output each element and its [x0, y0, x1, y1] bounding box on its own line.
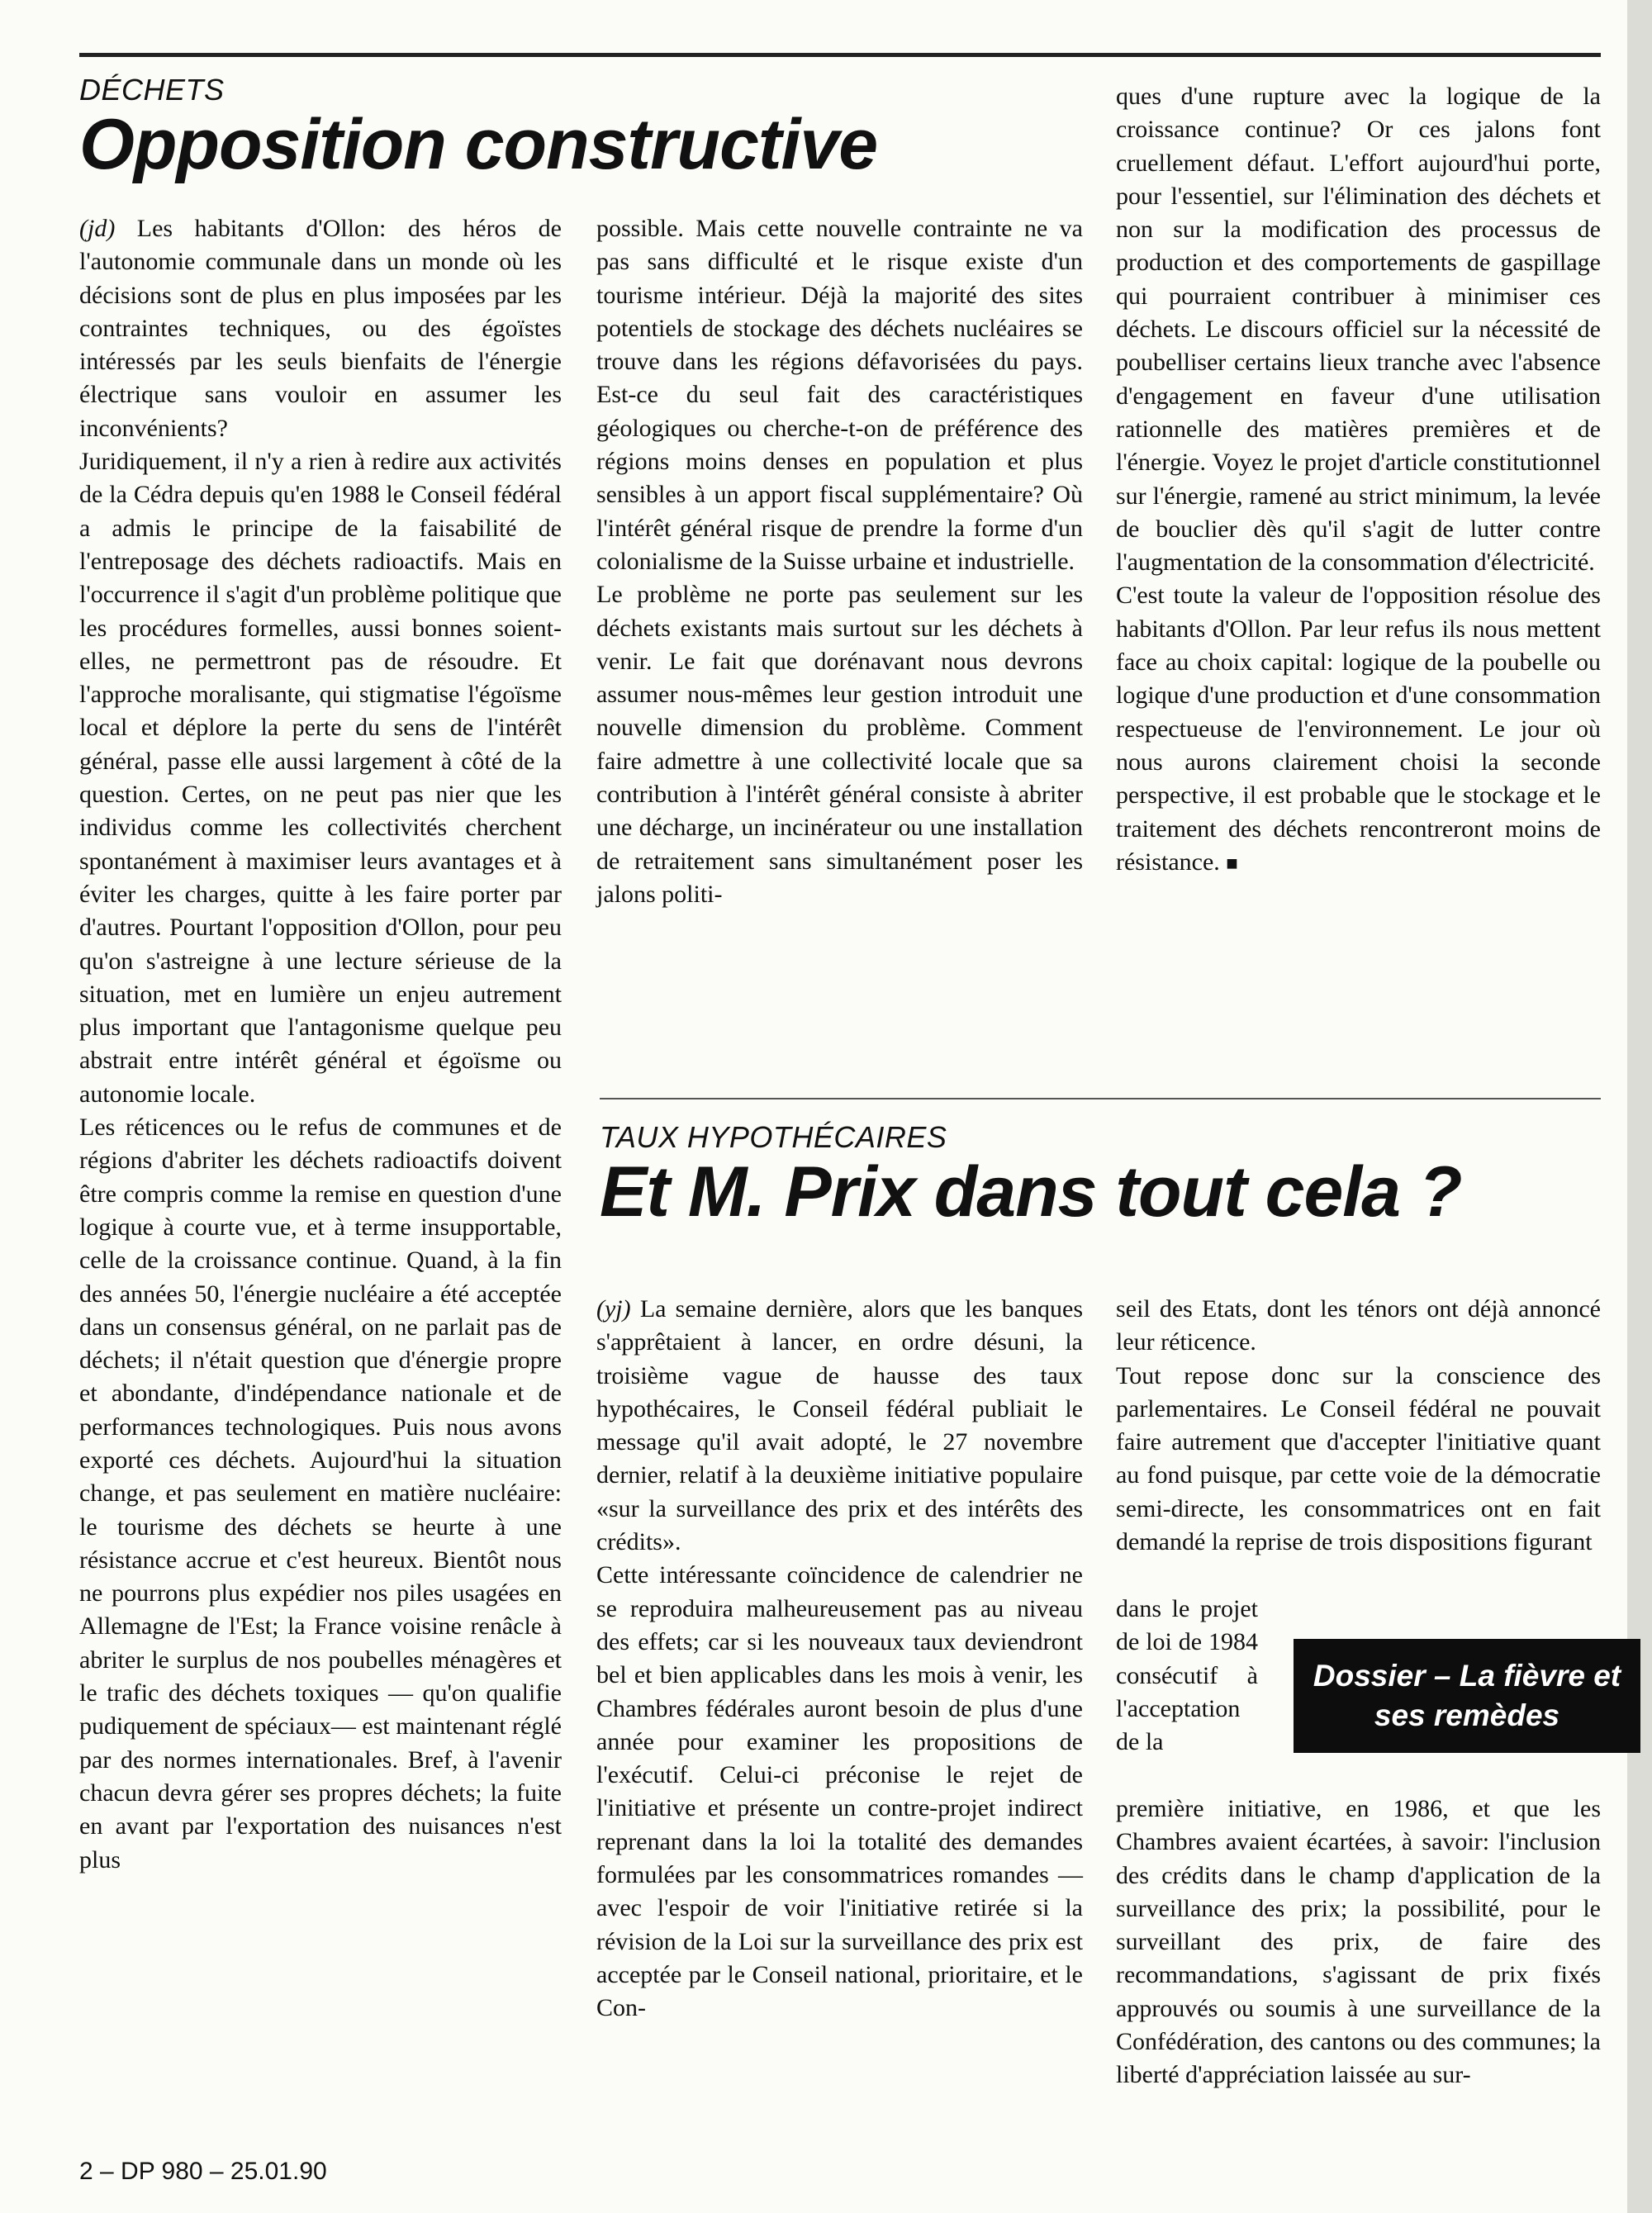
article1-title: Opposition constructive: [79, 105, 878, 184]
article1-kicker: DÉCHETS: [79, 73, 225, 107]
top-rule: [79, 53, 1601, 57]
article2-kicker: TAUX HYPOTHÉCAIRES: [600, 1120, 947, 1154]
paragraph: Tout repose donc sur la conscience des parlementaires. Le Conseil fédéral ne pouvait faire autrement que d'accepter l'initiative quant au fond puisque, par cette voie de la démocratie semi-directe, les consommatrices ont en fait demandé la reprise de trois dispositions figurant: [1116, 1361, 1601, 1556]
paragraph: C'est toute la valeur de l'opposition résolue des habitants d'Ollon. Par leur refus ils nous mettent face au choix capital: logique de la poubelle ou logique d'une production et d'une consommation respectueuse de l'environnement. Le jour où nous aurons clairement choisi la seconde perspective, il est probable que le stockage et le traitement des déchets rencontreront moins de résistance. ■: [1116, 582, 1601, 876]
paragraph: possible. Mais cette nouvelle contrainte ne va pas sans difficulté et le risque existe d'un tourisme intérieur. Déjà la majorité des sites potentiels de stockage des déchets nucléaires se trouve dans les régions défavorisées du pays. Est-ce du seul fait des caractéristiques géologiques ou cherche-t-on de préférence des régions moins denses en population et plus sensibles à un apport fiscal supplémentaire? Où l'intérêt général risque de prendre la forme d'un colonialisme de la Suisse urbaine et industrielle.: [596, 215, 1083, 575]
paragraph: ques d'une rupture avec la logique de la croissance continue? Or ces jalons font cruellement défaut. L'effort aujourd'hui porte, pour l'essentiel, sur l'élimination des déchets et non sur la modification des processus de production et des comportements de gaspillage qui pourraient contribuer à minimiser ces déchets. Le discours officiel sur la nécessité de poubelliser certains lieux tranche avec l'absence d'engagement en faveur d'une utilisation rationnelle des matières premières et de l'énergie. Voyez le projet d'article constitutionnel sur l'énergie, ramené au strict minimum, la levée de bouclier dès qu'il s'agit de lutter contre l'augmentation de la consommation d'électricité.: [1116, 83, 1601, 577]
article2-title: Et M. Prix dans tout cela ?: [600, 1152, 1462, 1232]
paragraph: dans le projet de loi de 1984 consécutif à l'acceptation de la: [1116, 1595, 1258, 1756]
paragraph: seil des Etats, dont les ténors ont déjà annoncé leur réticence.: [1116, 1295, 1601, 1356]
page-edge: [1627, 0, 1652, 2213]
paragraph: Le problème ne porte pas seulement sur les déchets existants mais surtout sur les déchets à venir. Le fait que dorénavant nous devrons assumer nous-mêmes leur gestion introduit une nouvelle dimension du problème. Comment faire admettre à une collectivité locale que sa contribution à l'intérêt général consiste à abriter une décharge, un incinérateur ou une installation de retraitement sans simultanément poser les jalons politi-: [596, 581, 1083, 908]
article1-column-1: [79, 212, 562, 1877]
paragraph: Cette intéressante coïncidence de calendrier ne se reproduira malheureusement pas au niveau des effets; car si les nouveaux taux deviendront bel et bien applicables dans les mois à venir, les Chambres fédérales auront besoin de plus d'une année pour examiner les propositions de l'exécutif. Celui-ci préconise le rejet de l'initiative et présente un contre-projet indirect reprenant dans la loi la totalité des demandes formulées par les consommatrices romandes — avec l'espoir de voir l'initiative retirée si la révision de la Loi sur la surveillance des prix est acceptée par le Conseil national, prioritaire, et le Con-: [596, 1561, 1083, 2022]
article1-column-2: [596, 212, 1083, 911]
paragraph: première initiative, en 1986, et que les Chambres avaient écartées, à savoir: l'inclusion des crédits dans le champ d'application de la surveillance des prix; la possibilité, pour le surveillant des prix, de faire des recommandations, s'agissant de prix fixés approuvés ou soumis à une surveillance de la Confédération, des cantons ou des communes; la liberté d'appréciation laissée au sur-: [1116, 1795, 1601, 2089]
article2-column-2-narrow: [1116, 1593, 1258, 1759]
author-tag: (yj): [596, 1295, 631, 1323]
article2-column-2-top: [1116, 1293, 1601, 1559]
paragraph: (jd) Les habitants d'Ollon: des héros de l'autonomie communale dans un monde où les décisions sont de plus en plus imposées par les contraintes techniques, ou des égoïstes intéressés par les seuls bienfaits de l'énergie électrique sans vouloir en assumer les inconvénients?: [79, 215, 562, 442]
dossier-label: Dossier – La fièvre et ses remèdes: [1313, 1659, 1621, 1732]
section-divider: [600, 1098, 1601, 1099]
paragraph: Juridiquement, il n'y a rien à redire aux activités de la Cédra depuis qu'en 1988 le Conseil fédéral a admis le principe de la faisabilité de l'entreposage des déchets radioactifs. Mais en l'occurrence il s'agit d'un problème politique que les procédures formelles, aussi bonnes soient-elles, ne permettront pas de résoudre. Et l'approche moralisante, qui stigmatise l'égoïsme local et déplore la perte du sens de l'intérêt général, passe elle aussi largement à côté de la question. Certes, on ne peut pas nier que les individus comme les collectivités cherchent spontanément à maximiser leurs avantages et à éviter les charges, quitte à les faire porter par d'autres. Pourtant l'opposition d'Ollon, pour peu qu'on s'astreigne à une lecture sérieuse de la situation, met en lumière un enjeu autrement plus important que l'antagonisme quelque peu abstrait entre intérêt général et égoïsme ou autonomie locale.: [79, 448, 562, 1108]
paragraph: Les réticences ou le refus de communes et de régions d'abriter les déchets radioactifs doivent être compris comme la remise en question d'une logique à courte vue, et à terme insupportable, celle de la croissance continue. Quand, à la fin des années 50, l'énergie nucléaire a été acceptée dans un consensus général, on ne parlait pas de déchets; il n'était question que d'énergie propre et abondante, d'indépendance nationale et de performances technologiques. Puis nous avons exporté ces déchets. Aujourd'hui la situation change, et pas seulement en matière nucléaire: le tourisme des déchets se heurte à une résistance accrue et c'est heureux. Bientôt nous ne pourrons plus expédier nos piles usagées en Allemagne de l'Est; la France voisine renâcle à abriter le surplus de nos poubelles ménagères et le trafic des déchets toxiques — qu'on qualifie pudiquement de spéciaux— est maintenant réglé par des normes internationales. Bref, à l'avenir chacun devra gérer ses propres déchets; la fuite en avant par l'exportation des nuisances n'est plus: [79, 1114, 562, 1873]
page-folio: 2 – DP 980 – 25.01.90: [79, 2158, 327, 2185]
article2-column-1: [596, 1293, 1083, 2025]
dossier-boxout: [1294, 1639, 1640, 1753]
end-mark-icon: ■: [1226, 852, 1238, 875]
article1-column-3: [1116, 80, 1601, 881]
paragraph: (yj) La semaine dernière, alors que les banques s'apprêtaient à lancer, en ordre désuni, la troisième vague de hausse des taux hypothécaires, le Conseil fédéral publiait le message qu'il avait adopté, le 27 novembre dernier, relatif à la deuxième initiative populaire «sur la surveillance des prix et des intérêts des crédits».: [596, 1295, 1083, 1556]
author-tag: (jd): [79, 215, 116, 242]
article2-column-2-bottom: [1116, 1793, 1601, 2092]
